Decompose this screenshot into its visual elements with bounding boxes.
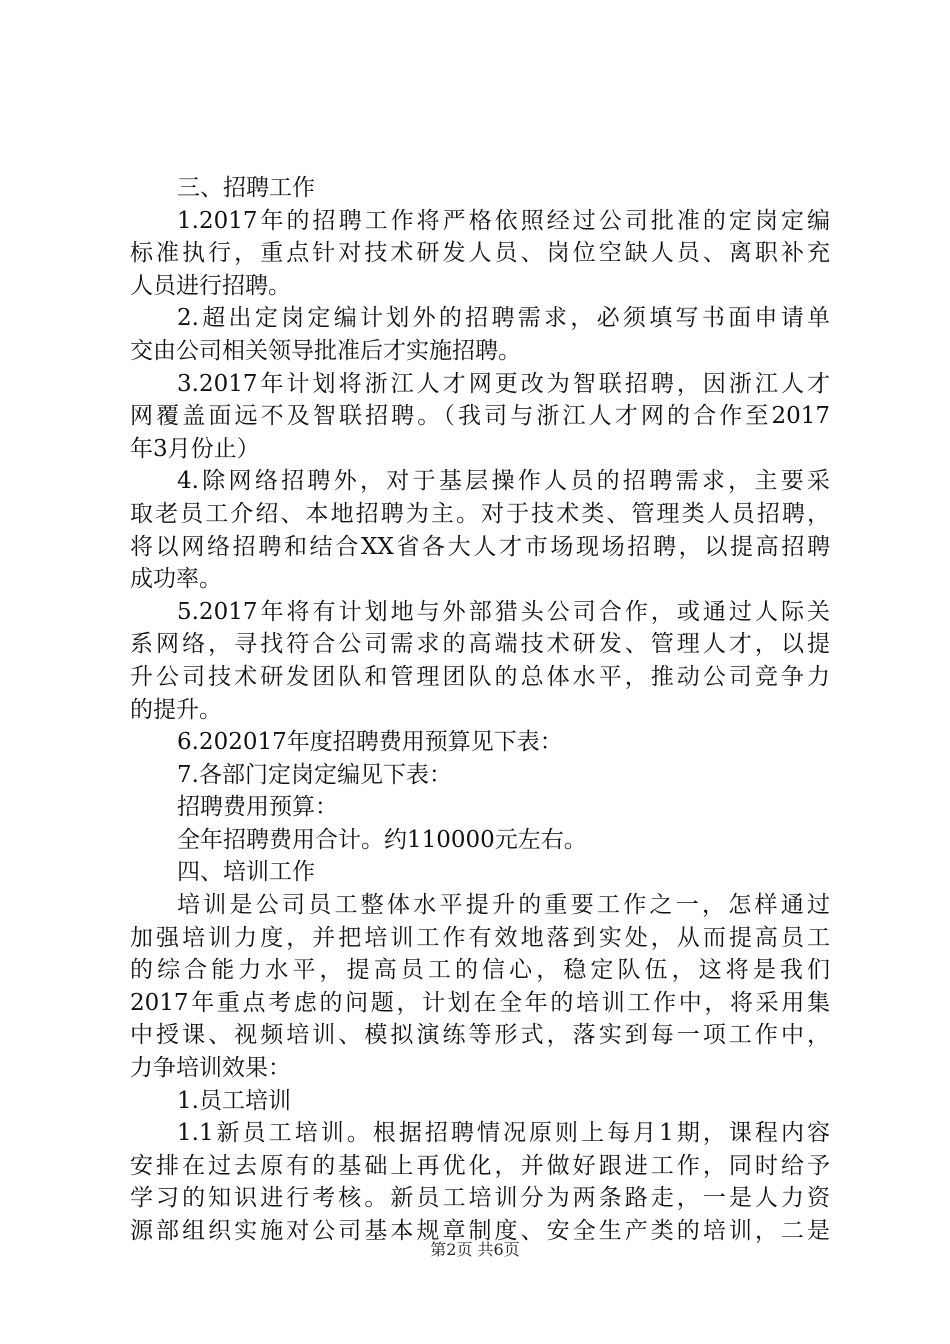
text-line: 将以网络招聘和结合XX省各大人才市场现场招聘，以提高招聘 — [130, 533, 830, 560]
text-line: 三、招聘工作 — [177, 175, 315, 201]
text-line: 加强培训力度，并把培训工作有效地落到实处，从而提高员工 — [130, 924, 830, 951]
text-line: 升公司技术研发团队和管理团队的总体水平，推动公司竞争力 — [130, 663, 830, 690]
text-line: 源部组织实施对公司基本规章制度、安全生产类的培训，二是 — [130, 1218, 830, 1244]
text-line: 7.各部门定岗定编见下表： — [177, 761, 452, 788]
page-footer: 第2页 共6页 — [430, 1240, 520, 1259]
text-line: 1.1新员工培训。根据招聘情况原则上每月1期，课程内容 — [177, 1120, 830, 1147]
text-line: 学习的知识进行考核。新员工培训分为两条路走，一是人力资 — [130, 1185, 830, 1212]
text-line: 5.2017年将有计划地与外部猎头公司合作，或通过人际关 — [177, 598, 830, 625]
text-line: 安排在过去原有的基础上再优化，并做好跟进工作，同时给予 — [130, 1152, 830, 1179]
text-line: 全年招聘费用合计。约110000元左右。 — [177, 826, 587, 853]
text-line: 交由公司相关领导批准后才实施招聘。 — [130, 337, 521, 364]
text-line: 招聘费用预算： — [177, 794, 338, 821]
text-line: 3.2017年计划将浙江人才网更改为智联招聘，因浙江人才 — [177, 370, 830, 397]
text-line: 的提升。 — [130, 696, 222, 723]
text-line: 中授课、视频培训、模拟演练等形式，落实到每一项工作中， — [130, 1022, 830, 1049]
text-line: 1.2017年的招聘工作将严格依照经过公司批准的定岗定编 — [177, 207, 830, 234]
text-line: 四、培训工作 — [177, 859, 315, 886]
text-line: 取老员工介绍、本地招聘为主。对于技术类、管理类人员招聘， — [130, 500, 830, 527]
text-line: 2.超出定岗定编计划外的招聘需求，必须填写书面申请单 — [177, 305, 830, 332]
text-line: 网覆盖面远不及智联招聘。（我司与浙江人才网的合作至2017 — [130, 403, 830, 430]
text-line: 力争培训效果： — [130, 1055, 291, 1082]
text-line: 系网络，寻找符合公司需求的高端技术研发、管理人才，以提 — [130, 631, 830, 658]
text-line: 1.员工培训 — [177, 1087, 291, 1114]
text-line: 4.除网络招聘外，对于基层操作人员的招聘需求，主要采 — [177, 468, 830, 495]
document-body — [130, 172, 830, 1248]
text-line: 培训是公司员工整体水平提升的重要工作之一，怎样通过 — [177, 892, 830, 919]
text-line: 标准执行，重点针对技术研发人员、岗位空缺人员、离职补充 — [130, 240, 830, 267]
text-line: 的综合能力水平，提高员工的信心，稳定队伍，这将是我们 — [130, 957, 830, 984]
text-line: 成功率。 — [130, 566, 222, 593]
text-line: 2017年重点考虑的问题，计划在全年的培训工作中，将采用集 — [130, 989, 830, 1016]
text-line: 6.202017年度招聘费用预算见下表： — [177, 729, 563, 756]
text-line: 年3月份止） — [130, 435, 260, 462]
text-line: 人员进行招聘。 — [130, 272, 291, 299]
